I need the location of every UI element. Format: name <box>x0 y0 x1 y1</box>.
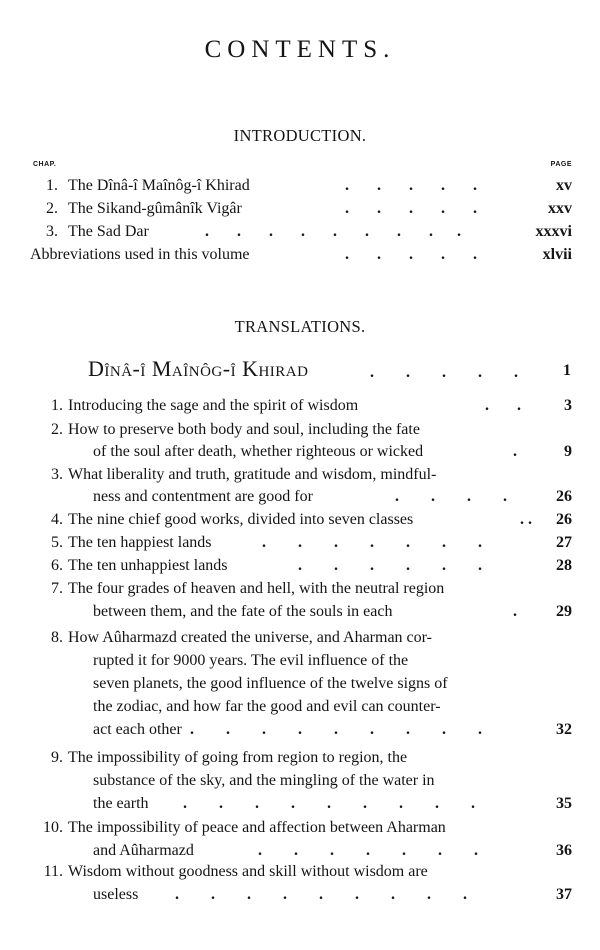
entry-title: Wisdom without goodness and skill without wisdom are <box>68 863 428 880</box>
toc-entry-intro-2[interactable] <box>0 198 600 220</box>
leader-dots: . <box>513 443 517 460</box>
page-number: 27 <box>556 534 572 551</box>
leader-dots: . . . . . . . . . <box>175 886 467 903</box>
entry-title-continued: act each other <box>93 721 182 738</box>
entry-title-continued: rupted it for 9000 years. The evil influence of the <box>93 652 409 669</box>
page-number: 9 <box>564 443 572 460</box>
page-number: xxxvi <box>535 223 572 240</box>
entry-title: The impossibility of peace and affection between Aharman <box>68 819 446 836</box>
chapter-number: 1. <box>46 177 58 194</box>
entry-title: How Aûharmazd created the universe, and Aharman cor- <box>68 629 432 646</box>
toc-entry-10-cont <box>0 840 600 862</box>
toc-entry-7[interactable] <box>0 578 600 600</box>
page-number: xv <box>556 177 572 194</box>
entry-title-continued: useless <box>93 886 139 903</box>
toc-entry-9[interactable] <box>0 747 600 769</box>
toc-entry-intro-1[interactable] <box>0 175 600 197</box>
translations-heading: TRANSLATIONS. <box>234 317 366 336</box>
entry-title-continued: and Aûharmazd <box>93 842 194 859</box>
entry-title: What liberality and truth, gratitude and wisdom, mindful- <box>68 466 437 483</box>
chapter-number: 11. <box>43 863 63 880</box>
leader-dots: . . . . . <box>345 177 477 194</box>
entry-title-continued: substance of the sky, and the mingling of the water in <box>93 772 435 789</box>
chapter-number: 10. <box>43 819 63 836</box>
page-number: 35 <box>556 795 572 812</box>
entry-title: The four grades of heaven and hell, with the neutral region <box>68 580 445 597</box>
page-number: 37 <box>556 886 572 903</box>
chap-column-header: CHAP. <box>33 161 57 168</box>
entry-title-continued: seven planets, the good influence of the twelve signs of <box>93 675 448 692</box>
entry-title-continued: of the soul after death, whether righteous or wicked <box>93 443 424 460</box>
leader-dots: . . . . . . <box>298 557 482 574</box>
entry-title-continued: the earth <box>93 795 149 812</box>
page-number: 3 <box>564 397 572 414</box>
chapter-number: 3. <box>51 466 63 483</box>
page-number: 28 <box>556 557 572 574</box>
toc-entry-11-cont <box>0 884 600 906</box>
chapter-number: 6. <box>51 557 63 574</box>
leader-dots: . <box>513 603 517 620</box>
entry-title: Abbreviations used in this volume <box>30 246 250 263</box>
entry-title-continued: ness and contentment are good for <box>93 488 313 505</box>
page-number: 26 <box>556 488 572 505</box>
page-number: 32 <box>556 721 572 738</box>
toc-entry-abbreviations[interactable] <box>0 244 600 266</box>
toc-entry-3[interactable] <box>0 464 600 486</box>
leader-dots: . . . . . <box>345 200 477 217</box>
toc-entry-1[interactable] <box>0 395 600 417</box>
entry-title: The ten unhappiest lands <box>68 557 228 574</box>
toc-entry-8-cont-1 <box>0 650 600 672</box>
chapter-number: 8. <box>51 629 63 646</box>
page-title: CONTENTS. <box>204 36 396 63</box>
leader-dots: . . . . . . . . . <box>183 795 475 812</box>
toc-entry-2[interactable] <box>0 419 600 441</box>
page-number: xlvii <box>542 246 572 263</box>
page-number: 26 <box>556 511 572 528</box>
toc-entry-10[interactable] <box>0 817 600 839</box>
toc-entry-5[interactable] <box>0 532 600 554</box>
toc-entry-8-cont-3 <box>0 696 600 718</box>
leader-dots: . . . . . . . . . <box>190 721 482 738</box>
toc-entry-2-cont <box>0 441 600 463</box>
toc-entry-intro-3[interactable] <box>0 221 600 243</box>
chapter-number: 7. <box>51 580 63 597</box>
toc-entry-9-cont-1 <box>0 770 600 792</box>
chapter-number: 2. <box>46 200 58 217</box>
entry-title: The ten happiest lands <box>68 534 212 551</box>
leader-dots: . . . . . <box>345 246 477 263</box>
leader-dots: . . . . . . . <box>262 534 482 551</box>
toc-entry-11[interactable] <box>0 861 600 883</box>
entry-title: The Sad Dar <box>68 223 149 240</box>
part-title[interactable]: Dînâ-î Maînôg-î Khirad <box>88 356 309 381</box>
page-column-header: PAGE <box>550 161 572 168</box>
entry-title-continued: the zodiac, and how far the good and evil can counter- <box>93 698 441 715</box>
entry-title-continued: between them, and the fate of the souls in each <box>93 603 393 620</box>
leader-dots: . . . . . . . <box>258 842 478 859</box>
chapter-number: 5. <box>51 534 63 551</box>
toc-entry-9-cont-2 <box>0 793 600 815</box>
page-number: 36 <box>556 842 572 859</box>
leader-dots: . . . . . <box>370 364 518 381</box>
toc-entry-7-cont <box>0 601 600 623</box>
toc-entry-8-cont-2 <box>0 673 600 695</box>
chapter-number: 1. <box>51 397 63 414</box>
part-page-number: 1 <box>563 362 571 379</box>
toc-entry-6[interactable] <box>0 555 600 577</box>
toc-entry-8[interactable] <box>0 627 600 649</box>
page-number: 29 <box>556 603 572 620</box>
entry-title: The Dînâ-î Maînôg-î Khirad <box>68 177 250 194</box>
entry-title: How to preserve both body and soul, including the fate <box>68 421 420 438</box>
introduction-heading: INTRODUCTION. <box>233 126 367 145</box>
chapter-number: 3. <box>46 223 58 240</box>
toc-entry-3-cont <box>0 486 600 508</box>
leader-dots: . . . . <box>395 488 507 505</box>
leader-dots: . . <box>520 511 532 528</box>
chapter-number: 4. <box>51 511 63 528</box>
entry-title: The nine chief good works, divided into seven classes <box>68 511 414 528</box>
toc-entry-4[interactable] <box>0 509 600 531</box>
chapter-number: 9. <box>51 749 63 766</box>
leader-dots: . . <box>485 397 521 414</box>
leader-dots: . . . . . . . . . <box>205 223 461 240</box>
entry-title: Introducing the sage and the spirit of wisdom <box>68 397 359 414</box>
entry-title: The Sikand-gûmânîk Vigâr <box>68 200 242 217</box>
entry-title: The impossibility of going from region to region, the <box>68 749 408 766</box>
chapter-number: 2. <box>51 421 63 438</box>
page-number: xxv <box>548 200 572 217</box>
toc-entry-8-cont-4 <box>0 719 600 741</box>
